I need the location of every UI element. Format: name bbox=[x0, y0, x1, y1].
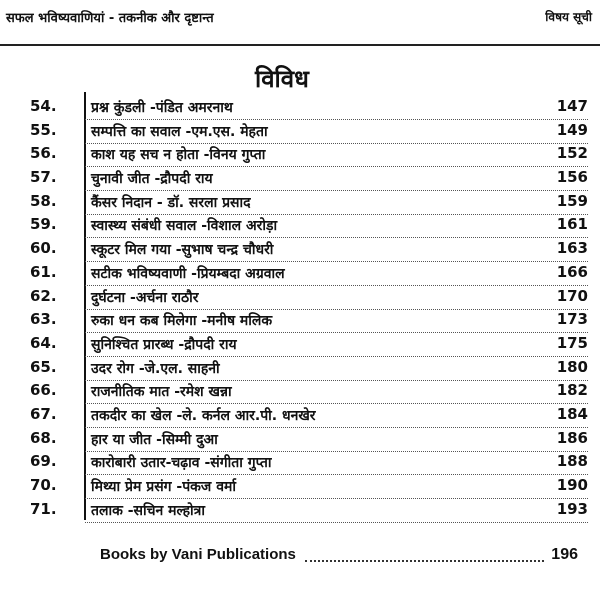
entry-number: 68. bbox=[30, 428, 57, 447]
entry-page-number: 161 bbox=[553, 215, 588, 233]
toc-row bbox=[30, 475, 586, 499]
entry-title: चुनावी जीत -द्रौपदी राय bbox=[91, 169, 217, 188]
entry-page-number: 163 bbox=[553, 239, 588, 257]
entry-number: 69. bbox=[30, 452, 57, 471]
toc-row bbox=[30, 357, 586, 381]
entry-title: स्कूटर मिल गया -सुभाष चन्द्र चौधरी bbox=[91, 240, 277, 259]
entry-cell bbox=[85, 214, 588, 238]
toc-row bbox=[30, 262, 586, 286]
entry-number: 58. bbox=[30, 191, 57, 210]
toc-row bbox=[30, 309, 586, 333]
entry-page-number: 149 bbox=[553, 121, 588, 139]
entry-page-number: 188 bbox=[553, 452, 588, 470]
entry-number: 64. bbox=[30, 333, 57, 352]
entry-page-number: 147 bbox=[553, 97, 588, 115]
entry-cell bbox=[85, 96, 588, 120]
entry-number: 62. bbox=[30, 286, 57, 305]
entry-number: 54. bbox=[30, 97, 57, 115]
toc-row bbox=[30, 120, 586, 144]
entry-number: 63. bbox=[30, 310, 57, 329]
toc-row bbox=[30, 214, 586, 238]
entry-page-number: 152 bbox=[553, 144, 588, 162]
toc-row bbox=[30, 238, 586, 262]
entry-number: 55. bbox=[30, 120, 57, 139]
footer-leader-dots bbox=[305, 560, 544, 562]
toc-row bbox=[30, 380, 586, 404]
entry-page-number: 156 bbox=[553, 168, 588, 186]
entry-cell bbox=[85, 286, 588, 310]
entry-page-number: 166 bbox=[553, 263, 588, 281]
section-title: विविध bbox=[255, 65, 309, 93]
toc-row bbox=[30, 286, 586, 310]
entry-title: तलाक -सचिन मल्होत्रा bbox=[91, 501, 209, 520]
entry-title: काश यह सच न होता -विनय गुप्ता bbox=[91, 145, 269, 164]
toc-row bbox=[30, 404, 586, 428]
entry-cell bbox=[85, 475, 588, 499]
entry-cell bbox=[85, 333, 588, 357]
entry-number: 67. bbox=[30, 404, 57, 423]
entry-page-number: 159 bbox=[553, 192, 588, 210]
footer-page-number: 196 bbox=[551, 546, 578, 563]
entry-number: 56. bbox=[30, 144, 57, 163]
toc-row bbox=[30, 143, 586, 167]
entry-cell bbox=[85, 428, 588, 452]
entry-cell bbox=[85, 262, 588, 286]
footer-label: Books by Vani Publications bbox=[100, 546, 296, 563]
entry-title: दुर्घटना -अर्चना राठौर bbox=[91, 288, 203, 307]
entry-title: प्रश्न कुंडली -पंडित अमरनाथ bbox=[91, 98, 237, 117]
entry-page-number: 184 bbox=[553, 405, 588, 423]
toc-row bbox=[30, 451, 586, 475]
entry-cell bbox=[85, 309, 588, 333]
page-header bbox=[0, 0, 600, 46]
toc-row bbox=[30, 428, 586, 452]
entry-cell bbox=[85, 167, 588, 191]
toc-row bbox=[30, 96, 586, 120]
entry-number: 66. bbox=[30, 381, 57, 400]
entry-title: सटीक भविष्यवाणी -प्रियम्बदा अग्रवाल bbox=[91, 264, 289, 283]
entry-title: तकदीर का खेल -ले. कर्नल आर.पी. धनखेर bbox=[91, 406, 320, 425]
entry-number: 57. bbox=[30, 168, 57, 187]
entry-title: स्वास्थ्य संबंधी सवाल -विशाल अरोड़ा bbox=[91, 216, 281, 235]
entry-number: 65. bbox=[30, 357, 57, 376]
entry-title: रुका धन कब मिलेगा -मनीष मलिक bbox=[91, 311, 276, 330]
section-label: विषय सूची bbox=[545, 10, 592, 24]
entry-cell bbox=[85, 451, 588, 475]
entry-title: राजनीतिक मात -रमेश खन्ना bbox=[91, 382, 236, 401]
entry-page-number: 180 bbox=[553, 358, 588, 376]
entry-title: कारोबारी उतार-चढ़ाव -संगीता गुप्ता bbox=[91, 453, 276, 472]
entry-title: कैंसर निदान - डॉ. सरला प्रसाद bbox=[91, 193, 255, 212]
entry-page-number: 182 bbox=[553, 381, 588, 399]
entry-cell bbox=[85, 404, 588, 428]
toc-row bbox=[30, 191, 586, 215]
entry-cell bbox=[85, 357, 588, 381]
entry-number: 61. bbox=[30, 262, 57, 281]
entry-page-number: 186 bbox=[553, 429, 588, 447]
entry-page-number: 193 bbox=[553, 500, 588, 518]
entry-title: सुनिश्चित प्रारब्ध -द्रौपदी राय bbox=[91, 335, 241, 354]
entry-title: हार या जीत -सिम्मी दुआ bbox=[91, 430, 222, 449]
entry-page-number: 170 bbox=[553, 287, 588, 305]
table-of-contents bbox=[30, 96, 586, 522]
entry-cell bbox=[85, 238, 588, 262]
entry-title: मिथ्या प्रेम प्रसंग -पंकज वर्मा bbox=[91, 477, 240, 496]
entry-number: 59. bbox=[30, 215, 57, 234]
entry-title: सम्पत्ति का सवाल -एम.एस. मेहता bbox=[91, 122, 272, 141]
footer-entry bbox=[100, 544, 578, 572]
entry-title: उदर रोग -जे.एल. साहनी bbox=[91, 359, 224, 378]
entry-cell bbox=[85, 380, 588, 404]
toc-row bbox=[30, 167, 586, 191]
toc-row bbox=[30, 499, 586, 523]
toc-row bbox=[30, 333, 586, 357]
entry-cell bbox=[85, 120, 588, 144]
entry-cell bbox=[85, 499, 588, 523]
book-title: सफल भविष्यवाणियां - तकनीक और दृष्टान्त bbox=[6, 11, 214, 26]
entry-page-number: 173 bbox=[553, 310, 588, 328]
entry-page-number: 190 bbox=[553, 476, 588, 494]
entry-cell bbox=[85, 143, 588, 167]
entry-number: 71. bbox=[30, 499, 57, 518]
entry-number: 60. bbox=[30, 239, 57, 258]
entry-number: 70. bbox=[30, 476, 57, 494]
entry-cell bbox=[85, 191, 588, 215]
entry-page-number: 175 bbox=[553, 334, 588, 352]
